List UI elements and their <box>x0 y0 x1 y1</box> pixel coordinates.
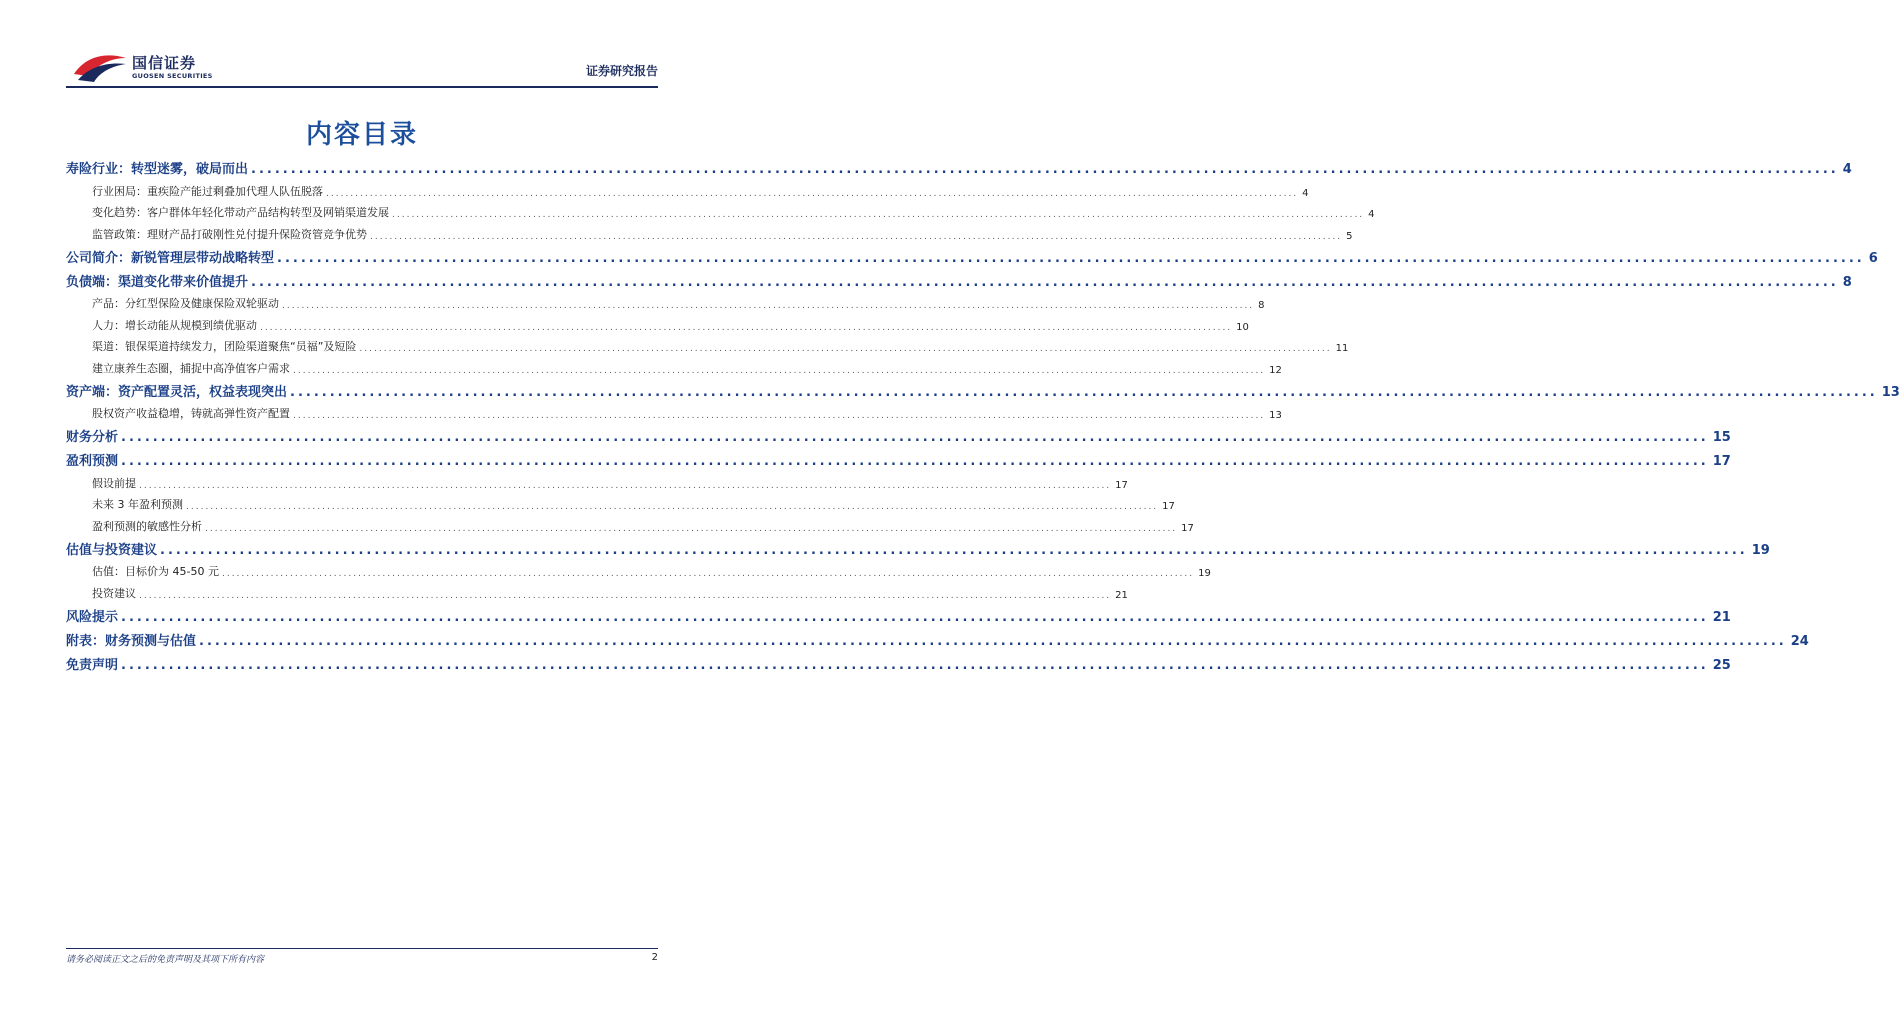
toc-entry-title: 估值与投资建议 <box>66 542 158 558</box>
toc-dot-leader: ........................................................................................................................................................................................................ <box>251 162 1839 177</box>
toc-entry-title: 监管政策：理财产品打破刚性兑付提升保险资管竞争优势 <box>92 227 367 241</box>
toc-section-entry[interactable] <box>66 153 1852 177</box>
toc-entry-title: 估值：目标价为 45-50 元 <box>92 565 219 578</box>
toc-page-number: 12 <box>1269 364 1282 376</box>
toc-subsection-entry[interactable] <box>66 333 1349 355</box>
toc-entry-title: 公司简介：新锐管理层带动战略转型 <box>66 250 275 266</box>
toc-entry-title: 附表：财务预测与估值 <box>66 633 197 649</box>
toc-entry-title: 人力：增长动能从规模到绩优驱动 <box>92 318 257 332</box>
toc-dot-leader: ........................................................................................................................................................................................................ <box>139 480 1112 491</box>
toc-entry-title: 投资建议 <box>92 586 136 600</box>
toc-dot-leader: ........................................................................................................................................................................................................ <box>251 274 1839 290</box>
toc-entry-title: 免责声明 <box>66 657 119 673</box>
toc-dot-leader: ........................................................................................................................................................................................................ <box>370 231 1343 242</box>
toc-dot-leader: ........................................................................................................................................................................................................ <box>186 502 1159 512</box>
toc-dot-leader: ........................................................................................................................................................................................................ <box>121 430 1709 445</box>
toc-dot-leader: ........................................................................................................................................................................................................ <box>121 454 1709 469</box>
toc-entry-title: 行业困局：重疾险产能过剩叠加代理人队伍脱落 <box>92 184 323 198</box>
toc-page-number: 4 <box>1842 162 1852 177</box>
toc-entry-title: 产品：分红型保险及健康保险双轮驱动 <box>92 297 279 310</box>
toc-page-number: 25 <box>1712 657 1731 673</box>
toc-entry-title: 变化趋势：客户群体年轻化带动产品结构转型及网销渠道发展 <box>92 206 389 219</box>
toc-title: 内容目录 <box>305 120 418 150</box>
toc-page-number: 15 <box>1712 430 1731 445</box>
toc-dot-leader: ........................................................................................................................................................................................................ <box>359 344 1332 354</box>
toc-dot-leader: ........................................................................................................................................................................................................ <box>260 322 1233 333</box>
logo-chinese-name: 国信证券 <box>132 54 197 72</box>
toc-page-number: 4 <box>1368 209 1375 220</box>
toc-section-entry[interactable] <box>66 625 1809 649</box>
toc-page-number: 17 <box>1181 522 1194 534</box>
toc-dot-leader: ........................................................................................................................................................................................................ <box>221 569 1195 579</box>
toc-subsection-entry[interactable] <box>66 579 1128 601</box>
toc-page-number: 13 <box>1269 410 1282 421</box>
toc-section-entry[interactable] <box>66 445 1731 469</box>
toc-dot-leader: ........................................................................................................................................................................................................ <box>293 411 1266 421</box>
toc-page-number: 19 <box>1751 542 1770 558</box>
toc-page-number: 24 <box>1790 633 1809 649</box>
toc-dot-leader: ........................................................................................................................................................................................................ <box>199 633 1787 649</box>
toc-dot-leader: ........................................................................................................................................................................................................ <box>139 590 1112 601</box>
toc-page-number: 17 <box>1115 479 1128 491</box>
toc-page-number: 8 <box>1842 274 1852 290</box>
toc-entry-title: 渠道：银保渠道持续发力，团险渠道聚焦“员福”及短险 <box>92 340 357 353</box>
toc-dot-leader: ........................................................................................................................................................................................................ <box>160 542 1748 558</box>
toc-page-number: 21 <box>1712 609 1731 625</box>
toc-dot-leader: ........................................................................................................................................................................................................ <box>293 365 1266 376</box>
toc-page-number: 5 <box>1346 230 1353 242</box>
table-of-contents <box>66 153 1900 673</box>
document-type-label: 证券研究报告 <box>585 64 658 78</box>
toc-page-number: 4 <box>1302 187 1309 199</box>
toc-section-entry[interactable] <box>66 601 1731 625</box>
toc-entry-title: 盈利预测 <box>66 454 119 469</box>
toc-subsection-entry[interactable] <box>66 311 1249 333</box>
toc-dot-leader: ........................................................................................................................................................................................................ <box>121 609 1709 625</box>
toc-section-entry[interactable] <box>66 242 1878 266</box>
toc-dot-leader: ........................................................................................................................................................................................................ <box>290 384 1878 400</box>
toc-entry-title: 假设前提 <box>92 476 136 490</box>
logo-english-name: GUOSEN SECURITIES <box>132 72 213 80</box>
toc-subsection-entry[interactable] <box>66 469 1128 491</box>
toc-subsection-entry[interactable] <box>66 491 1175 513</box>
toc-section-entry[interactable] <box>66 421 1731 445</box>
toc-dot-leader: ........................................................................................................................................................................................................ <box>326 188 1299 199</box>
toc-entry-title: 风险提示 <box>66 609 119 625</box>
toc-page-number: 17 <box>1162 501 1175 512</box>
footer-divider <box>66 948 658 949</box>
toc-dot-leader: ........................................................................................................................................................................................................ <box>121 657 1709 673</box>
toc-dot-leader: ........................................................................................................................................................................................................ <box>392 210 1365 220</box>
page-number: 2 <box>651 952 658 963</box>
toc-subsection-entry[interactable] <box>66 558 1211 580</box>
toc-subsection-entry[interactable] <box>66 199 1375 221</box>
toc-dot-leader: ........................................................................................................................................................................................................ <box>277 250 1865 266</box>
toc-page-number: 8 <box>1258 300 1265 311</box>
toc-entry-title: 财务分析 <box>66 430 119 445</box>
toc-entry-title: 未来 3 年盈利预测 <box>92 498 183 511</box>
toc-subsection-entry[interactable] <box>66 400 1282 422</box>
toc-page-number: 6 <box>1868 250 1878 266</box>
toc-page-number: 10 <box>1236 321 1249 333</box>
toc-entry-title: 负债端：渠道变化带来价值提升 <box>66 274 249 290</box>
toc-subsection-entry[interactable] <box>66 177 1309 199</box>
toc-entry-title: 股权资产收益稳增，铸就高弹性资产配置 <box>92 407 290 420</box>
toc-entry-title: 寿险行业：转型迷雾，破局而出 <box>66 162 249 177</box>
guosen-logo-icon <box>72 52 128 82</box>
toc-page-number: 19 <box>1198 568 1211 579</box>
toc-page-number: 11 <box>1335 343 1349 354</box>
toc-section-entry[interactable] <box>66 649 1731 673</box>
toc-page-number: 21 <box>1115 589 1128 601</box>
toc-subsection-entry[interactable] <box>66 220 1353 242</box>
toc-subsection-entry[interactable] <box>66 512 1194 534</box>
toc-section-entry[interactable] <box>66 376 1900 400</box>
toc-entry-title: 资产端：资产配置灵活，权益表现突出 <box>66 384 288 400</box>
toc-subsection-entry[interactable] <box>66 290 1265 312</box>
toc-page-number: 17 <box>1712 454 1731 469</box>
toc-dot-leader: ........................................................................................................................................................................................................ <box>205 523 1178 534</box>
toc-section-entry[interactable] <box>66 266 1852 290</box>
header-divider <box>66 86 658 88</box>
company-logo <box>72 52 232 84</box>
toc-entry-title: 建立康养生态圈，捕捉中高净值客户需求 <box>92 361 290 375</box>
toc-section-entry[interactable] <box>66 534 1770 558</box>
toc-dot-leader: ........................................................................................................................................................................................................ <box>282 301 1255 311</box>
page-header <box>66 50 658 86</box>
disclaimer-note: 请务必阅读正文之后的免责声明及其项下所有内容 <box>66 955 265 965</box>
toc-entry-title: 盈利预测的敏感性分析 <box>92 519 202 533</box>
toc-page-number: 13 <box>1881 384 1900 400</box>
toc-subsection-entry[interactable] <box>66 354 1282 376</box>
